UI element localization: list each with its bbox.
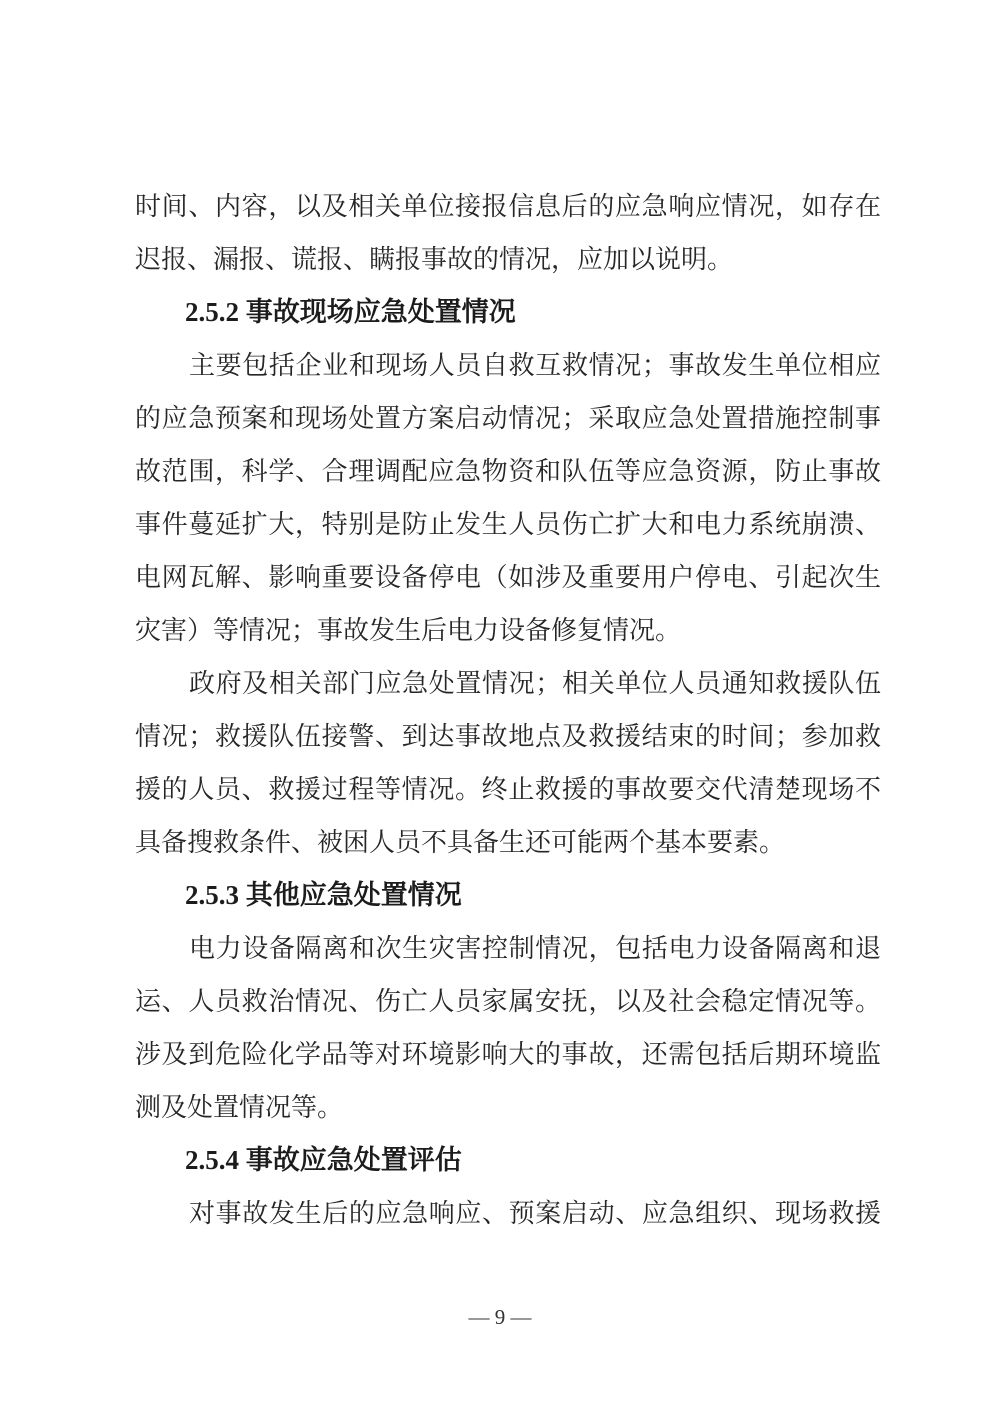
text-line: 迟报、漏报、谎报、瞒报事故的情况，应加以说明。 (135, 245, 734, 274)
text-line: 的应急预案和现场处置方案启动情况；采取应急处置措施控制事 (135, 404, 881, 433)
text-line: 政府及相关部门应急处置情况；相关单位人员通知救援队伍 (189, 669, 881, 698)
text-line: 电网瓦解、影响重要设备停电（如涉及重要用户停电、引起次生 (135, 563, 881, 592)
text-line: 援的人员、救援过程等情况。终止救援的事故要交代清楚现场不 (135, 775, 881, 804)
text-line: 涉及到危险化学品等对环境影响大的事故，还需包括后期环境监 (135, 1040, 881, 1069)
text-line: 时间、内容，以及相关单位接报信息后的应急响应情况，如存在 (135, 192, 881, 221)
section-heading: 2.5.3 其他应急处置情况 (185, 880, 462, 910)
text-line: 电力设备隔离和次生灾害控制情况，包括电力设备隔离和退 (189, 934, 881, 963)
text-line: 对事故发生后的应急响应、预案启动、应急组织、现场救援 (189, 1199, 881, 1228)
text-line: 具备搜救条件、被困人员不具备生还可能两个基本要素。 (135, 828, 786, 857)
section-heading: 2.5.4 事故应急处置评估 (185, 1145, 462, 1175)
text-line: 情况；救援队伍接警、到达事故地点及救援结束的时间；参加救 (135, 722, 881, 751)
document-content (135, 180, 881, 1240)
text-line: 灾害）等情况；事故发生后电力设备修复情况。 (135, 616, 682, 645)
text-line: 主要包括企业和现场人员自救互救情况；事故发生单位相应 (189, 351, 881, 380)
text-line: 故范围，科学、合理调配应急物资和队伍等应急资源，防止事故 (135, 457, 881, 486)
page-number: — 9 — (468, 1305, 532, 1329)
text-line: 运、人员救治情况、伤亡人员家属安抚，以及社会稳定情况等。 (135, 987, 881, 1016)
section-heading: 2.5.2 事故现场应急处置情况 (185, 297, 516, 327)
text-line: 事件蔓延扩大，特别是防止发生人员伤亡扩大和电力系统崩溃、 (135, 510, 881, 539)
page-footer (0, 1302, 1000, 1332)
text-line: 测及处置情况等。 (135, 1093, 344, 1122)
